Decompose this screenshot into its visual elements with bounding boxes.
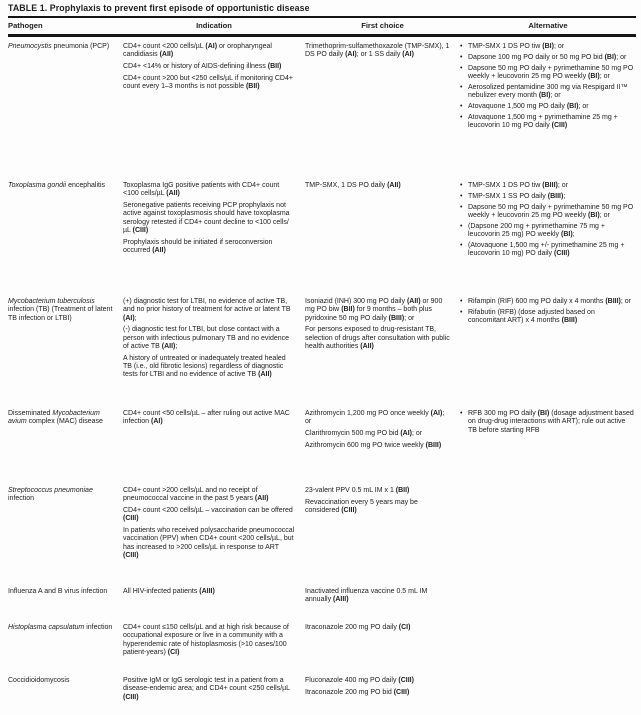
cell-paragraph: Inactivated influenza vaccine 0.5 mL IM annually (AIII) <box>305 588 428 604</box>
alternative-cell <box>460 43 636 133</box>
alternative-item: • (Dapsone 200 mg + pyrimethamine 75 mg + leucovorin 25 mg) PO weekly (BI); <box>460 223 634 240</box>
pathogen-name-text: Influenza A and B virus infection <box>8 588 108 595</box>
alternative-item: • Dapsone 50 mg PO daily + pyrimethamine 50 mg PO weekly + leucovorin 25 mg PO weekly (BI); or <box>460 204 634 221</box>
pathogen-name-text: Disseminated <box>8 410 53 417</box>
first-choice-cell <box>305 298 460 351</box>
table-row <box>8 624 636 677</box>
table-row <box>8 410 636 487</box>
first-choice-cell <box>305 588 460 605</box>
cell-paragraph: TMP-SMX, 1 DS PO daily (AII) <box>305 182 401 189</box>
cell-paragraph: Azithromycin 600 mg PO twice weekly (BIII) <box>305 441 442 449</box>
alternative-list <box>460 410 634 435</box>
cell-paragraph: Seronegative patients receiving PCP prophylaxis not active against toxoplasmosis should have toxoplasma serology retested if CD4+ count decline to <100 cells/µL (CIII) <box>123 202 290 234</box>
cell-paragraph: Revaccination every 5 years may be considered (CIII) <box>305 498 418 515</box>
cell-paragraph: Positive IgM or IgG serologic test in a patient from a disease-endemic area; and CD4+ count <250 cells/µL (CIII) <box>123 677 290 701</box>
pathogen-name-italic: Mycobacterium avium <box>8 410 100 426</box>
table-row <box>8 588 636 624</box>
indication-cell <box>123 298 305 380</box>
cell-paragraph: Toxoplasma IgG positive patients with CD4+ count <100 cells/µL (AII) <box>123 182 280 198</box>
cell-paragraph: Trimethoprim-sulfamethoxazole (TMP-SMX), 1 DS PO daily (AI); or 1 SS daily (AI) <box>305 43 450 59</box>
cell-paragraph: Itraconazole 200 mg PO bid (CIII) <box>305 688 410 696</box>
table-row <box>8 677 636 702</box>
pathogen-cell <box>8 588 123 596</box>
alternative-item: • Rifampin (RIF) 600 mg PO daily x 4 months (BIII); or <box>460 298 634 306</box>
table-body <box>8 37 636 702</box>
column-header-alternative: Alternative <box>528 21 568 30</box>
pathogen-name-text: Coccidioidomycosis <box>8 677 70 684</box>
first-choice-cell <box>305 182 460 190</box>
alternative-item: • Atovaquone 1,500 mg + pyrimethamine 25 mg + leucovorin 10 mg PO daily (CIII) <box>460 114 634 131</box>
cell-paragraph: Prophylaxis should be initiated if seroconversion occurred (AII) <box>123 238 273 255</box>
pathogen-name-text: infection <box>84 624 113 631</box>
pathogen-name-text: pneumonia (PCP) <box>51 43 110 50</box>
pathogen-name-text: infection (TB) (Treatment of latent TB infection or LTBI) <box>8 306 113 322</box>
alternative-item: • TMP-SMX 1 SS PO daily (BIII); <box>460 193 634 201</box>
column-header-indication: Indication <box>196 21 232 30</box>
cell-paragraph: CD4+ <14% or history of AIDS-defining illness (BII) <box>123 63 282 71</box>
first-choice-cell <box>305 487 460 515</box>
pathogen-cell <box>8 487 123 504</box>
cell-paragraph: Clarithromycin 500 mg PO bid (AI); or <box>305 430 423 438</box>
pathogen-name-italic: Pneumocystis <box>8 43 52 50</box>
pathogen-cell <box>8 298 123 323</box>
cell-paragraph: Isoniazid (INH) 300 mg PO daily (AII) or 900 mg PO biw (BII) for 9 months – both plus pyridoxine 50 mg PO daily (BIII); or <box>305 298 443 322</box>
cell-paragraph: In patients who received polysaccharide pneumococcal vaccination (PPV) when CD4+ count <200 cells/µL, but has increased to >200 cells/µL in response to ART (CIII) <box>123 527 295 560</box>
pathogen-name-italic: Mycobacterium tuberculosis <box>8 298 95 305</box>
cell-paragraph: 23-valent PPV 0.5 mL IM x 1 (BII) <box>305 487 410 494</box>
alternative-list <box>460 182 634 258</box>
table-title: TABLE 1. Prophylaxis to prevent first episode of opportunistic disease <box>8 3 636 18</box>
alternative-item: • RFB 300 mg PO daily (BI) (dosage adjustment based on drug-drug interactions with ART); rule out active TB before starting RFB <box>460 410 634 435</box>
alternative-item: • Aerosolized pentamidine 300 mg via Respigard II™ nebulizer every month (BI); or <box>460 84 634 101</box>
alternative-item: • TMP-SMX 1 DS PO tiw (BI); or <box>460 43 634 51</box>
table-row <box>8 298 636 410</box>
first-choice-cell <box>305 43 460 60</box>
cell-paragraph: Fluconazole 400 mg PO daily (CIII) <box>305 677 414 684</box>
alternative-list <box>460 43 634 130</box>
alternative-item: • Dapsone 50 mg PO daily + pyrimethamine 50 mg PO weekly + leucovorin 25 mg PO weekly (BI); or <box>460 65 634 82</box>
alternative-item: • Dapsone 100 mg PO daily or 50 mg PO bid (BI); or <box>460 54 634 62</box>
table-row <box>8 182 636 298</box>
cell-paragraph: For persons exposed to drug-resistant TB, selection of drugs after consultation with public health authorities (AII) <box>305 326 450 350</box>
cell-paragraph: CD4+ count <200 cells/µL (AI) or oropharyngeal candidiasis (AII) <box>123 43 272 59</box>
cell-paragraph: A history of untreated or inadequately treated healed TB (i.e., old fibrotic lesions) regardless of diagnostic tests for LTBI and no evidence of active TB (AII) <box>123 354 286 379</box>
cell-paragraph: CD4+ count >200 but <250 cells/µL if monitoring CD4+ count every 1–3 months is not possible (BII) <box>123 74 293 91</box>
cell-paragraph: CD4+ count <200 cells/µL – vaccination can be offered (CIII) <box>123 507 293 523</box>
column-header-pathogen: Pathogen <box>8 21 43 30</box>
indication-cell <box>123 624 305 657</box>
alternative-cell <box>460 182 636 261</box>
cell-paragraph: (+) diagnostic test for LTBI, no evidence of active TB, and no prior history of treatment for active or latent TB (AI); <box>123 298 291 322</box>
pathogen-name-text: infection <box>8 495 35 503</box>
pathogen-cell <box>8 410 123 427</box>
pathogen-name-italic: Histoplasma capsulatum <box>8 624 85 631</box>
cell-paragraph: Azithromycin 1,200 mg PO once weekly (AI); or <box>305 410 445 426</box>
cell-paragraph: CD4+ count >200 cells/µL and no receipt of pneumococcal vaccine in the past 5 years (AII) <box>123 487 269 503</box>
cell-paragraph: CD4+ count <50 cells/µL – after ruling out active MAC infection (AI) <box>123 410 290 426</box>
indication-cell <box>123 487 305 560</box>
alternative-item: • Rifabutin (RFB) (dose adjusted based on concomitant ART) x 4 months (BIII) <box>460 309 634 326</box>
indication-cell <box>123 43 305 91</box>
pathogen-name-text: encephalitis <box>66 182 106 189</box>
pathogen-name-italic: Streptococcus pneumoniae <box>8 487 93 494</box>
pathogen-name-text: complex (MAC) disease <box>26 418 103 426</box>
alternative-item: • TMP-SMX 1 DS PO tiw (BIII); or <box>460 182 634 190</box>
table-header-row <box>8 18 636 37</box>
alternative-cell <box>460 410 636 437</box>
first-choice-cell <box>305 410 460 450</box>
cell-paragraph: All HIV-infected patients (AIII) <box>123 588 215 595</box>
indication-cell <box>123 677 305 702</box>
indication-cell <box>123 182 305 255</box>
table-row <box>8 487 636 588</box>
cell-paragraph: CD4+ count ≤150 cells/µL and at high risk because of occupational exposure or live in a community with a hyperendemic rate of histoplasmosis (>10 cases/100 patient-years) (CI) <box>123 624 289 656</box>
alternative-item: • Atovaquone 1,500 mg PO daily (BI); or <box>460 103 634 111</box>
first-choice-cell <box>305 624 460 632</box>
pathogen-name-italic: Toxoplasma gondii <box>8 182 67 189</box>
pathogen-cell <box>8 43 123 51</box>
table-row <box>8 43 636 182</box>
alternative-cell <box>460 298 636 328</box>
alternative-item: • (Atovaquone 1,500 mg +/- pyrimethamine 25 mg + leucovorin 10 mg) PO daily (CIII) <box>460 242 634 259</box>
pathogen-cell <box>8 624 123 632</box>
alternative-list <box>460 298 634 325</box>
cell-paragraph: (-) diagnostic test for LTBI, but close contact with a person with infectious pulmonary TB and no evidence of active TB (AII); <box>123 326 290 350</box>
column-header-first-choice: First choice <box>361 21 404 30</box>
cell-paragraph: Itraconazole 200 mg PO daily (CI) <box>305 624 411 631</box>
pathogen-cell <box>8 182 123 190</box>
indication-cell <box>123 588 305 596</box>
first-choice-cell <box>305 677 460 697</box>
indication-cell <box>123 410 305 427</box>
pathogen-cell <box>8 677 123 685</box>
